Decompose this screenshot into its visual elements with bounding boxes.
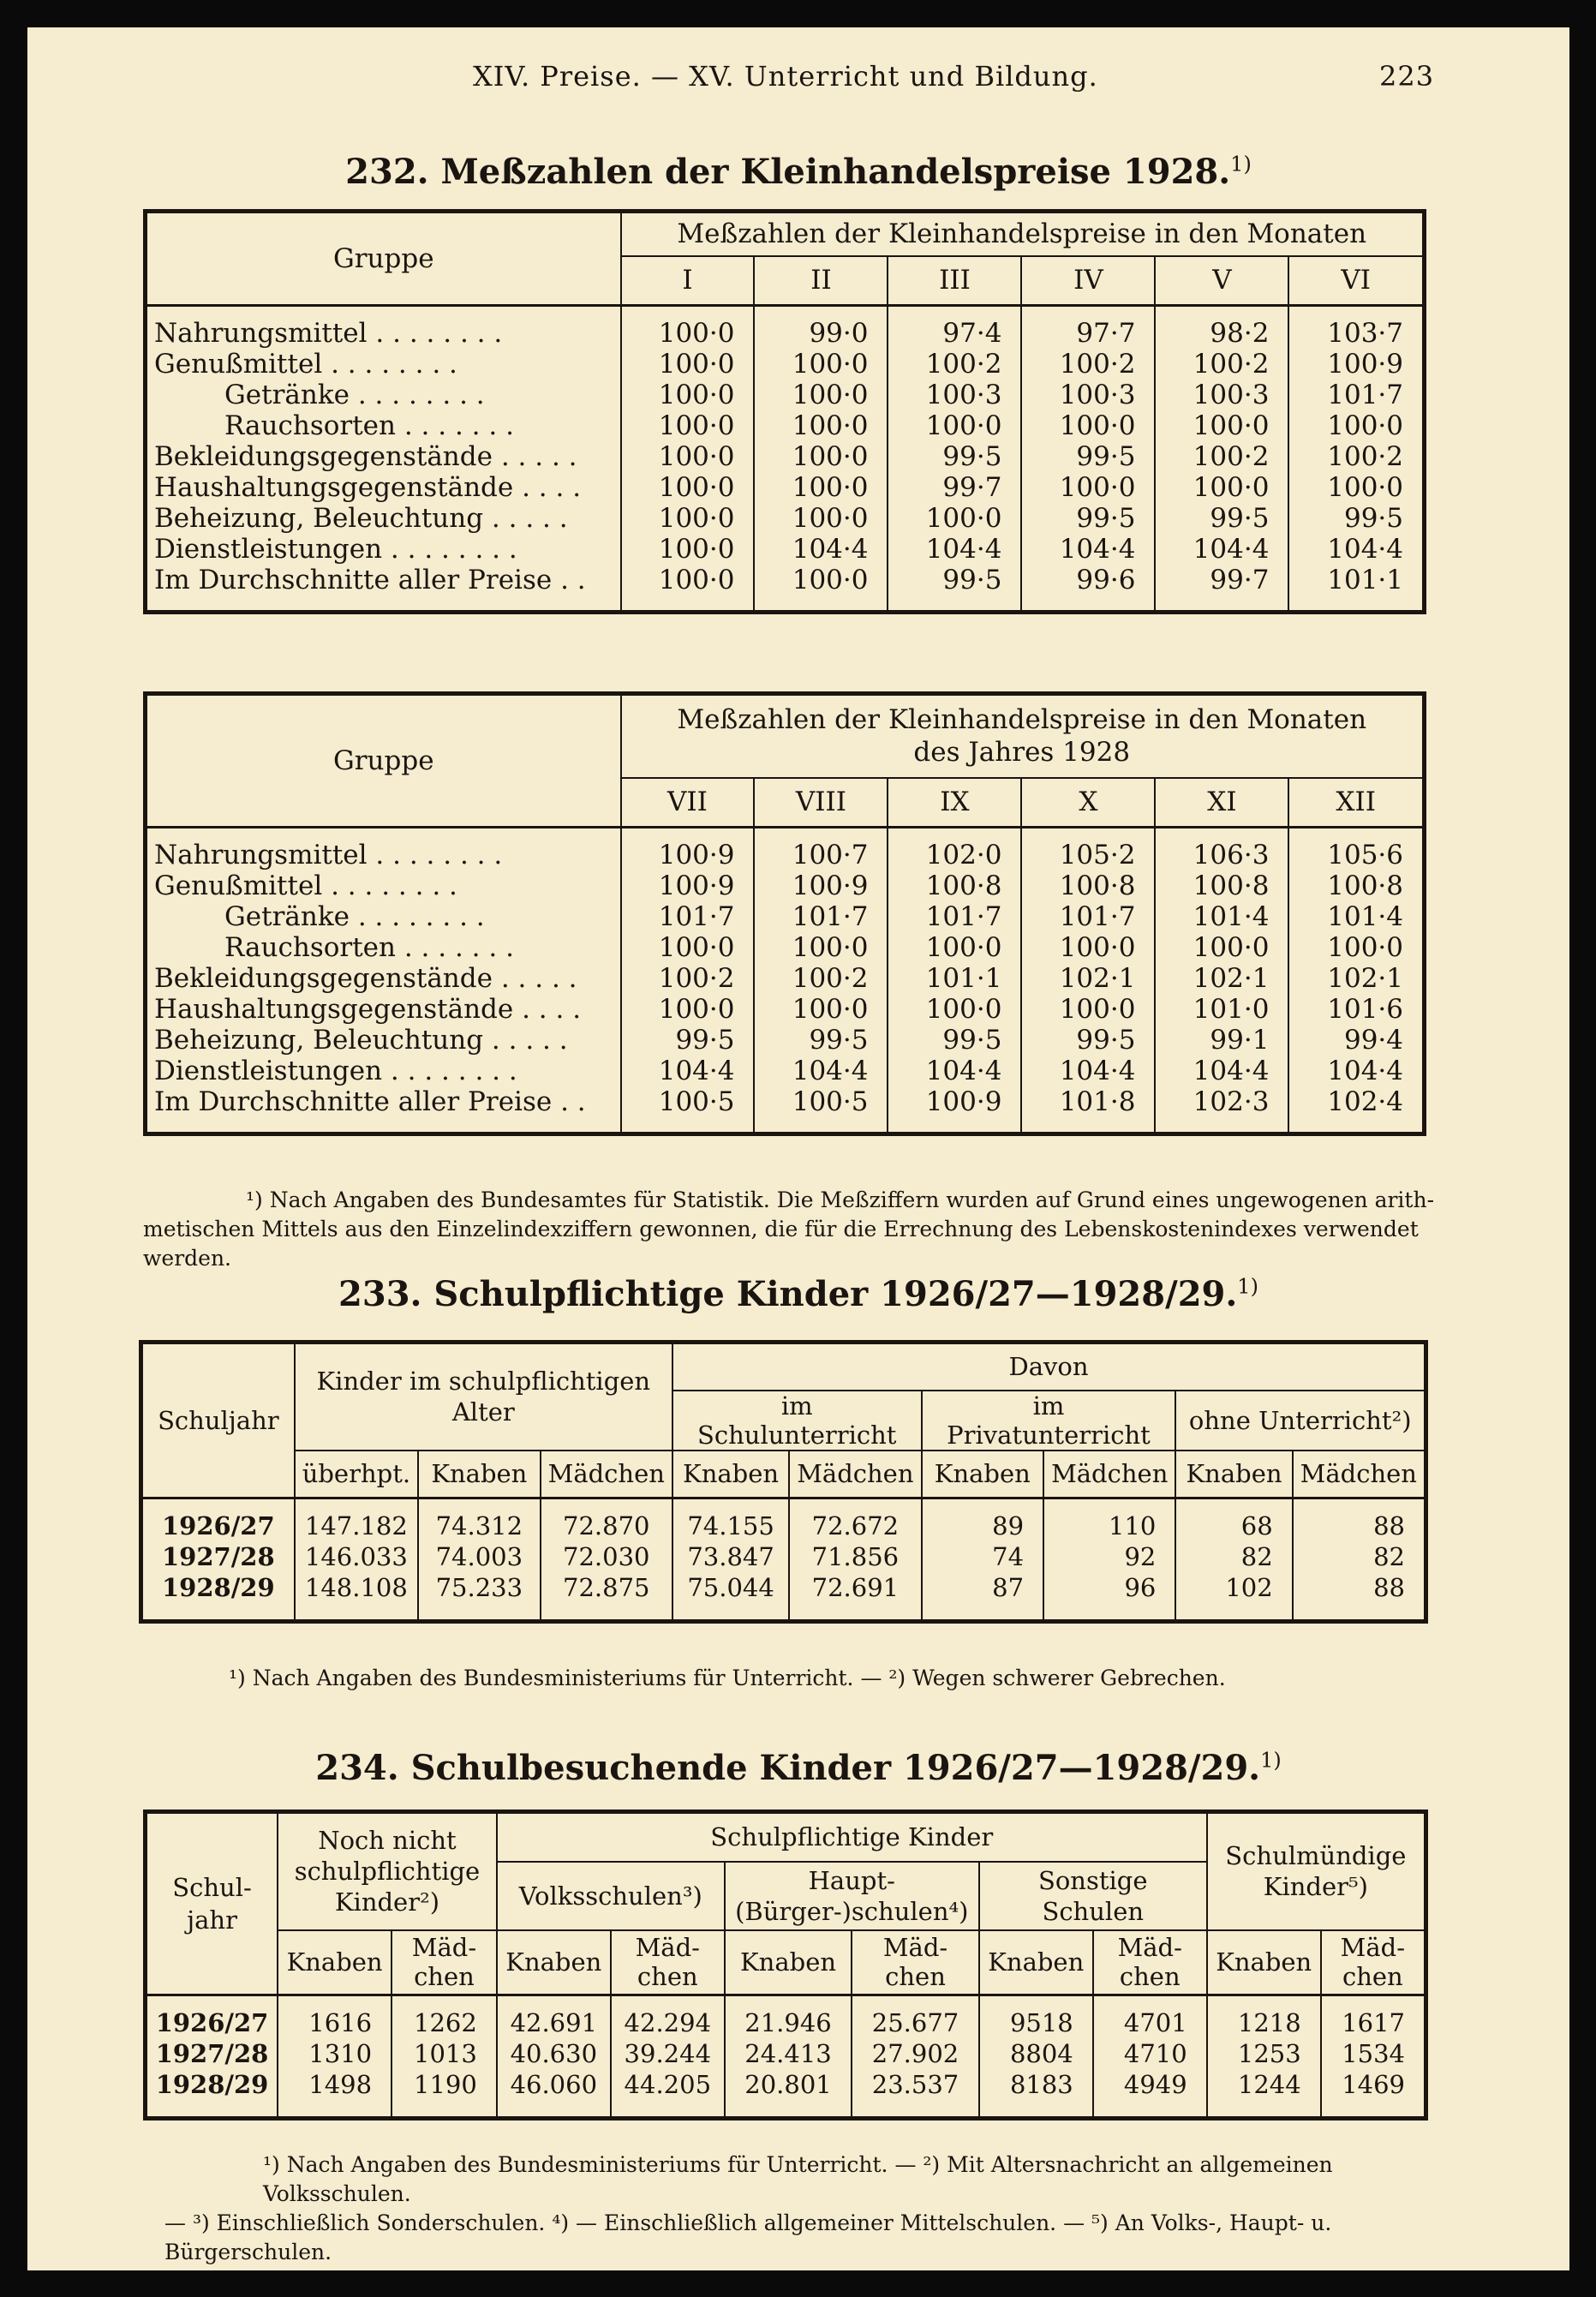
value-cell: 100·0 — [621, 534, 755, 565]
value-cell: 100·0 — [621, 380, 755, 410]
table232-part2 — [143, 691, 1426, 1136]
value-cell: 101·1 — [888, 963, 1021, 994]
header-volks: Volksschulen³) — [497, 1862, 725, 1930]
value-cell: 100·2 — [1155, 349, 1288, 380]
value-cell: 102·1 — [1021, 963, 1155, 994]
value-cell: 104·4 — [1155, 1056, 1288, 1086]
header-boys: Knaben — [725, 1930, 852, 1995]
value-cell: 100·0 — [1021, 932, 1155, 963]
value-cell: 146.033 — [295, 1541, 418, 1572]
value-cell: 110 — [1043, 1510, 1175, 1541]
row-label: Bekleidungsgegenstände . . . . . — [146, 441, 621, 472]
value-cell: 99·5 — [888, 1025, 1021, 1056]
header-boys: Knaben — [1207, 1930, 1321, 1995]
value-cell: 97·4 — [888, 318, 1021, 349]
value-cell: 100·0 — [754, 994, 888, 1025]
table232-part1 — [143, 209, 1426, 614]
row-label: Im Durchschnitte aller Preise . . — [146, 565, 621, 595]
value-cell: 100·0 — [754, 410, 888, 441]
value-cell: 103·7 — [1327, 317, 1403, 349]
value-cell: 99·5 — [621, 1025, 755, 1056]
row-label: Dienstleistungen . . . . . . . . — [146, 534, 621, 565]
footnote-line: — ³) Einschließlich Sonderschulen. ⁴) — Einschließlich allgemeiner Mittelschulen. — ⁵) An Volks-, Haupt- u. Bürgerschulen. — [164, 2210, 1332, 2264]
months-header — [621, 694, 1425, 778]
value-cell: 24.413 — [725, 2038, 852, 2069]
table-row — [146, 472, 1425, 503]
year-cell: 1928/29 — [146, 2069, 278, 2100]
value-cell: 99·5 — [1021, 441, 1155, 472]
table-row — [146, 410, 1425, 441]
value-cell: 100·0 — [888, 932, 1021, 963]
value-cell: 4701 — [1093, 2007, 1207, 2038]
value-cell: 68 — [1175, 1510, 1292, 1541]
table-row — [141, 1510, 1426, 1541]
value-cell: 46.060 — [497, 2069, 611, 2100]
value-cell: 99·7 — [888, 472, 1021, 503]
row-label: Rauchsorten . . . . . . . — [146, 410, 621, 441]
table232-title-footnote: 1) — [1230, 152, 1252, 176]
value-cell: 102·1 — [1327, 962, 1403, 994]
value-cell: 100·0 — [621, 472, 755, 503]
value-cell: 104·4 — [888, 1056, 1021, 1086]
value-cell: 1244 — [1207, 2069, 1321, 2100]
value-cell: 1262 — [392, 2007, 497, 2038]
value-cell: 99·0 — [754, 318, 888, 349]
value-cell: 82 — [1373, 1541, 1405, 1571]
value-cell: 72.672 — [789, 1510, 921, 1541]
value-cell: 39.244 — [611, 2038, 725, 2069]
table-row — [146, 994, 1425, 1025]
value-cell: 101·0 — [1155, 994, 1288, 1025]
table233-title — [27, 1274, 1569, 1314]
value-cell: 99·6 — [1021, 565, 1155, 595]
value-cell: 1253 — [1207, 2038, 1321, 2069]
value-cell: 100·0 — [754, 349, 888, 380]
value-cell: 104·4 — [888, 534, 1021, 565]
header-boys: Knaben — [979, 1930, 1093, 1995]
header-school: im Schulunterricht — [672, 1391, 922, 1451]
value-cell: 100·0 — [1327, 410, 1403, 441]
value-cell: 99·5 — [1021, 503, 1155, 534]
value-cell: 20.801 — [725, 2069, 852, 2100]
table233-body — [141, 1498, 1426, 1622]
value-cell: 97·7 — [1021, 318, 1155, 349]
table233 — [139, 1340, 1428, 1624]
value-cell: 102·4 — [1327, 1086, 1403, 1117]
row-label: Nahrungsmittel . . . . . . . . — [146, 318, 621, 349]
value-cell: 82 — [1175, 1541, 1292, 1572]
value-cell: 87 — [922, 1572, 1044, 1603]
header-girls: Mädchen — [541, 1451, 672, 1498]
table-row — [146, 963, 1425, 994]
header-boys: Knaben — [672, 1451, 789, 1498]
value-cell: 1310 — [278, 2038, 392, 2069]
row-label: Beheizung, Beleuchtung . . . . . — [146, 503, 621, 534]
value-cell: 101·8 — [1021, 1086, 1155, 1117]
month-header: II — [754, 256, 888, 306]
table232-title — [27, 152, 1569, 192]
value-cell: 100·0 — [1327, 471, 1403, 503]
value-cell: 72.875 — [541, 1572, 672, 1603]
table233-title-footnote: 1) — [1237, 1274, 1258, 1299]
value-cell: 9518 — [979, 2007, 1093, 2038]
value-cell: 42.294 — [611, 2007, 725, 2038]
value-cell: 100·2 — [1021, 349, 1155, 380]
footnote-line: ¹) Nach Angaben des Bundesamtes für Statistik. Die Meßziffern wurden auf Grund eines ungewogenen arith- — [246, 1187, 1435, 1212]
value-cell: 27.902 — [852, 2038, 978, 2069]
value-cell: 89 — [922, 1510, 1044, 1541]
value-cell: 1013 — [392, 2038, 497, 2069]
table-row — [146, 1086, 1425, 1117]
value-cell: 74.003 — [418, 1541, 541, 1572]
year-cell: 1928/29 — [141, 1572, 295, 1603]
value-cell: 100·3 — [1155, 380, 1288, 410]
table-row — [146, 2069, 1426, 2100]
months-header-line2: des Jahres 1928 — [913, 737, 1131, 769]
table232-footnote — [143, 1186, 1454, 1273]
header-haupt: Haupt-(Bürger-)schulen⁴) — [725, 1862, 979, 1930]
header-leaving: Schulmündige Kinder⁵) — [1207, 1812, 1426, 1930]
value-cell: 96 — [1043, 1572, 1175, 1603]
table234-title-text: 234. Schulbesuchende Kinder 1926/27—1928/29. — [315, 1748, 1261, 1788]
table-row — [146, 318, 1425, 349]
value-cell: 104·4 — [754, 534, 888, 565]
value-cell: 100·5 — [754, 1086, 888, 1117]
footnote-line: ¹) Nach Angaben des Bundesministeriums für Unterricht. — ²) Mit Altersnachricht an allgemeinen Volksschulen. — [263, 2152, 1333, 2206]
value-cell: 100·0 — [621, 565, 755, 595]
value-cell: 44.205 — [611, 2069, 725, 2100]
value-cell: 8804 — [979, 2038, 1093, 2069]
value-cell: 8183 — [979, 2069, 1093, 2100]
header-none: ohne Unterricht²) — [1175, 1391, 1426, 1451]
value-cell: 100·0 — [754, 503, 888, 534]
value-cell: 100·9 — [621, 870, 755, 901]
table-row — [146, 503, 1425, 534]
header-other: Sonstige Schulen — [979, 1862, 1207, 1930]
table-row — [146, 534, 1425, 565]
row-label: Rauchsorten . . . . . . . — [146, 932, 621, 963]
table233-footnote: ¹) Nach Angaben des Bundesministeriums für Unterricht. — ²) Wegen schwerer Gebrechen. — [229, 1666, 1226, 1690]
value-cell: 100·0 — [621, 994, 755, 1025]
header-total: überhpt. — [295, 1451, 418, 1498]
value-cell: 100·3 — [1021, 380, 1155, 410]
table232-part2-body — [146, 828, 1425, 1134]
value-cell: 99·5 — [1343, 502, 1403, 534]
value-cell: 100·0 — [1155, 410, 1288, 441]
value-cell: 100·2 — [1327, 440, 1403, 472]
table-row — [146, 380, 1425, 410]
month-header: VIII — [754, 778, 888, 828]
row-label: Genußmittel . . . . . . . . — [146, 349, 621, 380]
value-cell: 88 — [1373, 1572, 1405, 1602]
value-cell: 101·7 — [754, 901, 888, 932]
value-cell: 100·2 — [1155, 441, 1288, 472]
header-year: Schul-jahr — [146, 1812, 278, 1995]
table-row — [146, 2007, 1426, 2038]
table234-title-footnote: 1) — [1260, 1748, 1282, 1773]
month-header: X — [1021, 778, 1155, 828]
value-cell: 100·8 — [1327, 870, 1403, 901]
value-cell: 1617 — [1342, 2007, 1405, 2037]
value-cell: 100·0 — [621, 932, 755, 963]
value-cell: 99·5 — [754, 1025, 888, 1056]
value-cell: 100·0 — [754, 565, 888, 595]
value-cell: 75.044 — [672, 1572, 789, 1603]
header-boys: Knaben — [278, 1930, 392, 1995]
header-davon: Davon — [672, 1343, 1426, 1391]
value-cell: 100·0 — [621, 318, 755, 349]
value-cell: 23.537 — [852, 2069, 978, 2100]
value-cell: 72.870 — [541, 1510, 672, 1541]
value-cell: 105·2 — [1021, 840, 1155, 870]
year-cell: 1926/27 — [146, 2007, 278, 2038]
value-cell: 100·2 — [754, 963, 888, 994]
table232-part1-body — [146, 306, 1425, 613]
value-cell: 21.946 — [725, 2007, 852, 2038]
header-private: im Privatunterricht — [922, 1391, 1176, 1451]
year-cell: 1927/28 — [141, 1541, 295, 1572]
value-cell: 4949 — [1093, 2069, 1207, 2100]
value-cell: 100·0 — [888, 410, 1021, 441]
value-cell: 100·0 — [1021, 994, 1155, 1025]
value-cell: 101·7 — [1021, 901, 1155, 932]
footnote-line: metischen Mittels aus den Einzelindexziffern gewonnen, die für die Errechnung des Lebenskostenindexes verwendet werden. — [143, 1217, 1419, 1271]
table-row — [146, 441, 1425, 472]
value-cell: 104·4 — [1327, 1055, 1403, 1086]
value-cell: 104·4 — [621, 1056, 755, 1086]
value-cell: 100·0 — [754, 441, 888, 472]
header-girls: Mäd-chen — [1321, 1930, 1426, 1995]
table-row — [146, 1056, 1425, 1086]
month-header: III — [888, 256, 1021, 306]
value-cell: 4710 — [1093, 2038, 1207, 2069]
value-cell: 98·2 — [1155, 318, 1288, 349]
value-cell: 99·7 — [1155, 565, 1288, 595]
table234-title — [27, 1748, 1569, 1788]
value-cell: 74.312 — [418, 1510, 541, 1541]
value-cell: 101·6 — [1327, 993, 1403, 1025]
header-girls: Mäd-chen — [852, 1930, 978, 1995]
year-cell: 1927/28 — [146, 2038, 278, 2069]
row-label: Genußmittel . . . . . . . . — [146, 870, 621, 901]
row-label: Beheizung, Beleuchtung . . . . . — [146, 1025, 621, 1056]
table-row — [146, 840, 1425, 870]
value-cell: 101·7 — [621, 901, 755, 932]
value-cell: 100·0 — [1327, 931, 1403, 963]
row-label: Im Durchschnitte aller Preise . . — [146, 1086, 621, 1117]
value-cell: 100·0 — [621, 410, 755, 441]
value-cell: 100·0 — [754, 932, 888, 963]
value-cell: 42.691 — [497, 2007, 611, 2038]
months-header: Meßzahlen der Kleinhandelspreise in den Monaten — [621, 212, 1425, 256]
value-cell: 100·8 — [888, 870, 1021, 901]
table-row — [146, 349, 1425, 380]
value-cell: 102·1 — [1155, 963, 1288, 994]
value-cell: 75.233 — [418, 1572, 541, 1603]
table-row — [141, 1541, 1426, 1572]
header-compulsory: Schulpflichtige Kinder — [497, 1812, 1207, 1862]
row-label: Bekleidungsgegenstände . . . . . — [146, 963, 621, 994]
value-cell: 72.691 — [789, 1572, 921, 1603]
month-header: XII — [1288, 778, 1424, 828]
value-cell: 100·0 — [1021, 410, 1155, 441]
value-cell: 72.030 — [541, 1541, 672, 1572]
value-cell: 100·2 — [621, 963, 755, 994]
value-cell: 74.155 — [672, 1510, 789, 1541]
month-header: XI — [1155, 778, 1288, 828]
value-cell: 100·8 — [1021, 870, 1155, 901]
header-year: Schuljahr — [141, 1343, 295, 1498]
value-cell: 100·0 — [1021, 472, 1155, 503]
year-cell: 1926/27 — [141, 1510, 295, 1541]
months-header-line1: Meßzahlen der Kleinhandelspreise in den Monaten — [677, 704, 1367, 736]
value-cell: 99·5 — [888, 441, 1021, 472]
row-label: Haushaltungsgegenstände . . . . — [146, 994, 621, 1025]
value-cell: 25.677 — [852, 2007, 978, 2038]
value-cell: 100·0 — [888, 994, 1021, 1025]
value-cell: 100·9 — [621, 840, 755, 870]
value-cell: 99·5 — [888, 565, 1021, 595]
value-cell: 100·5 — [621, 1086, 755, 1117]
header-boys: Knaben — [418, 1451, 541, 1498]
value-cell: 99·5 — [1021, 1025, 1155, 1056]
header-boys: Knaben — [922, 1451, 1044, 1498]
value-cell: 100·9 — [754, 870, 888, 901]
value-cell: 100·0 — [621, 441, 755, 472]
header-girls: Mäd-chen — [611, 1930, 725, 1995]
row-label: Dienstleistungen . . . . . . . . — [146, 1056, 621, 1086]
value-cell: 100·0 — [754, 380, 888, 410]
value-cell: 104·4 — [1021, 534, 1155, 565]
table-row — [146, 932, 1425, 963]
value-cell: 100·9 — [888, 1086, 1021, 1117]
value-cell: 106·3 — [1155, 840, 1288, 870]
value-cell: 100·8 — [1155, 870, 1288, 901]
month-header: I — [621, 256, 755, 306]
table233-title-text: 233. Schulpflichtige Kinder 1926/27—1928/29. — [338, 1274, 1238, 1314]
document-page — [27, 27, 1569, 2270]
value-cell: 100·7 — [754, 840, 888, 870]
table234 — [143, 1809, 1428, 2121]
value-cell: 99·5 — [1155, 503, 1288, 534]
row-label: Getränke . . . . . . . . — [146, 901, 621, 932]
value-cell: 100·0 — [888, 503, 1021, 534]
value-cell: 92 — [1043, 1541, 1175, 1572]
row-label: Getränke . . . . . . . . — [146, 380, 621, 410]
value-cell: 101·4 — [1327, 900, 1403, 932]
header-girls: Mädchen — [1293, 1451, 1426, 1498]
value-cell: 148.108 — [295, 1572, 418, 1603]
month-header: IV — [1021, 256, 1155, 306]
value-cell: 101·7 — [888, 901, 1021, 932]
table-row — [146, 1025, 1425, 1056]
value-cell: 100·0 — [754, 472, 888, 503]
header-not-yet: Noch nicht schulpflichtige Kinder²) — [278, 1812, 497, 1930]
value-cell: 147.182 — [295, 1510, 418, 1541]
value-cell: 102·0 — [888, 840, 1021, 870]
value-cell: 74 — [922, 1541, 1044, 1572]
value-cell: 73.847 — [672, 1541, 789, 1572]
value-cell: 102 — [1175, 1572, 1292, 1603]
table-row — [146, 2038, 1426, 2069]
value-cell: 104·4 — [754, 1056, 888, 1086]
value-cell: 100·0 — [621, 503, 755, 534]
value-cell: 40.630 — [497, 2038, 611, 2069]
group-header: Gruppe — [146, 212, 621, 306]
value-cell: 1190 — [392, 2069, 497, 2100]
table-row — [146, 565, 1425, 595]
value-cell: 101·1 — [1327, 564, 1403, 595]
value-cell: 1469 — [1342, 2069, 1405, 2099]
table-row — [146, 870, 1425, 901]
value-cell: 101·4 — [1155, 901, 1288, 932]
table234-footnote — [164, 2150, 1467, 2267]
running-header: XIV. Preise. — XV. Unterricht und Bildung. — [473, 60, 1098, 93]
header-girls: Mäd-chen — [392, 1930, 497, 1995]
value-cell: 1218 — [1207, 2007, 1321, 2038]
value-cell: 102·3 — [1155, 1086, 1288, 1117]
value-cell: 99·4 — [1343, 1024, 1403, 1056]
value-cell: 100·0 — [621, 349, 755, 380]
value-cell: 1498 — [278, 2069, 392, 2100]
header-children: Kinder im schulpflichtigen Alter — [295, 1343, 672, 1451]
value-cell: 99·1 — [1155, 1025, 1288, 1056]
table234-body — [146, 1995, 1426, 2119]
value-cell: 71.856 — [789, 1541, 921, 1572]
row-label: Haushaltungsgegenstände . . . . — [146, 472, 621, 503]
value-cell: 105·6 — [1327, 839, 1403, 870]
value-cell: 101·7 — [1327, 379, 1403, 410]
value-cell: 100·9 — [1327, 348, 1403, 380]
table232-title-text: 232. Meßzahlen der Kleinhandelspreise 1928. — [345, 152, 1231, 192]
value-cell: 1616 — [278, 2007, 392, 2038]
header-girls: Mäd-chen — [1093, 1930, 1207, 1995]
row-label: Nahrungsmittel . . . . . . . . — [146, 840, 621, 870]
month-header: VII — [621, 778, 755, 828]
header-girls: Mädchen — [789, 1451, 921, 1498]
header-girls: Mädchen — [1043, 1451, 1175, 1498]
value-cell: 100·0 — [1155, 472, 1288, 503]
page-number: 223 — [1379, 60, 1435, 93]
table-row — [141, 1572, 1426, 1603]
month-header: V — [1155, 256, 1288, 306]
month-header: VI — [1288, 256, 1424, 306]
table-row — [146, 901, 1425, 932]
header-boys: Knaben — [497, 1930, 611, 1995]
value-cell: 104·4 — [1327, 533, 1403, 565]
value-cell: 88 — [1373, 1510, 1405, 1540]
value-cell: 104·4 — [1021, 1056, 1155, 1086]
value-cell: 100·2 — [888, 349, 1021, 380]
month-header: IX — [888, 778, 1021, 828]
value-cell: 1534 — [1342, 2038, 1405, 2068]
header-boys: Knaben — [1175, 1451, 1292, 1498]
value-cell: 100·0 — [1155, 932, 1288, 963]
group-header: Gruppe — [146, 694, 621, 828]
value-cell: 100·3 — [888, 380, 1021, 410]
value-cell: 104·4 — [1155, 534, 1288, 565]
